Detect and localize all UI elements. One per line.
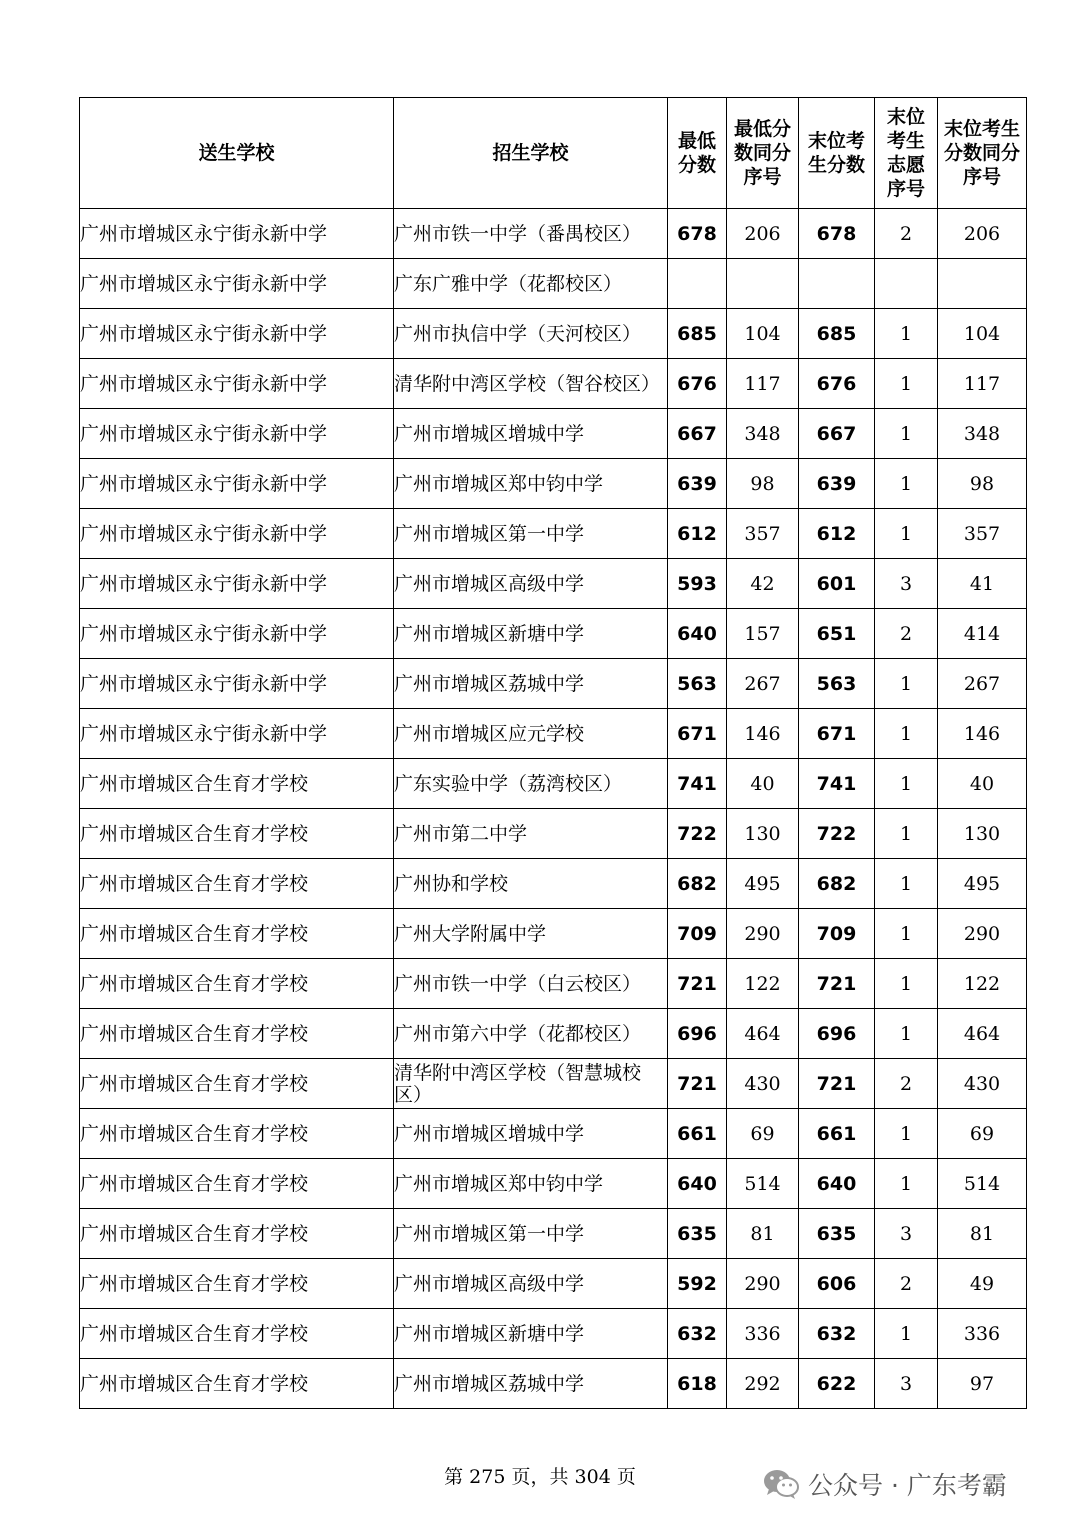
admitting-school-cell: 广州市增城区高级中学 — [394, 1259, 668, 1309]
last-rank-cell — [938, 259, 1027, 309]
last-rank-cell: 41 — [938, 559, 1027, 609]
min-score-cell: 618 — [668, 1359, 727, 1409]
sending-school-cell: 广州市增城区合生育才学校 — [80, 1159, 394, 1209]
last-rank-cell: 130 — [938, 809, 1027, 859]
sending-school-cell: 广州市增城区永宁街永新中学 — [80, 259, 394, 309]
admitting-school-cell: 广东广雅中学（花都校区） — [394, 259, 668, 309]
admitting-school-cell: 广州市增城区第一中学 — [394, 1209, 668, 1259]
last-rank-cell: 495 — [938, 859, 1027, 909]
last-score-cell: 682 — [799, 859, 875, 909]
last-choice-cell: 1 — [875, 509, 938, 559]
last-rank-cell: 98 — [938, 459, 1027, 509]
sending-school-cell: 广州市增城区合生育才学校 — [80, 1309, 394, 1359]
min-score-rank-cell: 290 — [727, 909, 799, 959]
table-row — [80, 309, 1027, 359]
header-last-score: 末位考生分数 — [799, 98, 875, 209]
min-score-cell: 661 — [668, 1109, 727, 1159]
min-score-rank-cell: 292 — [727, 1359, 799, 1409]
min-score-cell: 709 — [668, 909, 727, 959]
last-choice-cell — [875, 259, 938, 309]
min-score-rank-cell: 81 — [727, 1209, 799, 1259]
last-rank-cell: 336 — [938, 1309, 1027, 1359]
table-row — [80, 609, 1027, 659]
header-last-rank: 末位考生分数同分序号 — [938, 98, 1027, 209]
min-score-rank-cell: 514 — [727, 1159, 799, 1209]
table-row — [80, 1209, 1027, 1259]
sending-school-cell: 广州市增城区合生育才学校 — [80, 959, 394, 1009]
last-score-cell: 667 — [799, 409, 875, 459]
table-row — [80, 1159, 1027, 1209]
last-score-cell: 601 — [799, 559, 875, 609]
last-rank-cell: 357 — [938, 509, 1027, 559]
min-score-rank-cell: 336 — [727, 1309, 799, 1359]
table-row — [80, 259, 1027, 309]
min-score-cell: 639 — [668, 459, 727, 509]
last-choice-cell: 2 — [875, 209, 938, 259]
watermark — [762, 1466, 1007, 1502]
last-choice-cell: 2 — [875, 1259, 938, 1309]
last-rank-cell: 290 — [938, 909, 1027, 959]
last-rank-cell: 267 — [938, 659, 1027, 709]
last-rank-cell: 40 — [938, 759, 1027, 809]
admitting-school-cell: 广东实验中学（荔湾校区） — [394, 759, 668, 809]
table-row — [80, 1109, 1027, 1159]
last-choice-cell: 1 — [875, 659, 938, 709]
table-row — [80, 759, 1027, 809]
admitting-school-cell: 广州市增城区郑中钧中学 — [394, 1159, 668, 1209]
sending-school-cell: 广州市增城区合生育才学校 — [80, 809, 394, 859]
last-rank-cell: 514 — [938, 1159, 1027, 1209]
min-score-rank-cell: 206 — [727, 209, 799, 259]
header-last-choice: 末位考生志愿序号 — [875, 98, 938, 209]
last-score-cell: 721 — [799, 1059, 875, 1109]
table-body — [80, 209, 1027, 1409]
admitting-school-cell: 广州协和学校 — [394, 859, 668, 909]
table-row — [80, 909, 1027, 959]
last-choice-cell: 1 — [875, 1309, 938, 1359]
last-score-cell: 722 — [799, 809, 875, 859]
admitting-school-cell: 广州市增城区增城中学 — [394, 409, 668, 459]
table-row — [80, 209, 1027, 259]
last-choice-cell: 1 — [875, 959, 938, 1009]
min-score-cell: 632 — [668, 1309, 727, 1359]
last-choice-cell: 1 — [875, 1109, 938, 1159]
last-choice-cell: 3 — [875, 1209, 938, 1259]
table-row — [80, 409, 1027, 459]
table-row — [80, 559, 1027, 609]
last-score-cell: 639 — [799, 459, 875, 509]
sending-school-cell: 广州市增城区永宁街永新中学 — [80, 409, 394, 459]
min-score-cell: 696 — [668, 1009, 727, 1059]
admitting-school-cell: 广州市增城区增城中学 — [394, 1109, 668, 1159]
min-score-rank-cell: 117 — [727, 359, 799, 409]
min-score-rank-cell: 495 — [727, 859, 799, 909]
min-score-cell: 635 — [668, 1209, 727, 1259]
min-score-cell: 563 — [668, 659, 727, 709]
table-row — [80, 809, 1027, 859]
sending-school-cell: 广州市增城区永宁街永新中学 — [80, 659, 394, 709]
last-score-cell: 640 — [799, 1159, 875, 1209]
watermark-text: 公众号 · 广东考霸 — [808, 1471, 1007, 1500]
admitting-school-cell: 广州市第二中学 — [394, 809, 668, 859]
last-choice-cell: 1 — [875, 359, 938, 409]
last-rank-cell: 348 — [938, 409, 1027, 459]
page-number: 第 275 页，共 304 页 — [444, 1466, 636, 1488]
last-choice-cell: 1 — [875, 909, 938, 959]
last-rank-cell: 146 — [938, 709, 1027, 759]
header-min-score-rank: 最低分数同分序号 — [727, 98, 799, 209]
min-score-cell: 721 — [668, 1059, 727, 1109]
sending-school-cell: 广州市增城区合生育才学校 — [80, 909, 394, 959]
table-row — [80, 709, 1027, 759]
last-score-cell: 671 — [799, 709, 875, 759]
last-choice-cell: 1 — [875, 459, 938, 509]
min-score-cell: 678 — [668, 209, 727, 259]
wechat-icon — [762, 1468, 800, 1500]
min-score-cell: 593 — [668, 559, 727, 609]
min-score-rank-cell: 357 — [727, 509, 799, 559]
last-score-cell: 661 — [799, 1109, 875, 1159]
last-choice-cell: 3 — [875, 1359, 938, 1409]
min-score-rank-cell: 430 — [727, 1059, 799, 1109]
min-score-cell: 741 — [668, 759, 727, 809]
min-score-rank-cell — [727, 259, 799, 309]
header-admitting-school: 招生学校 — [394, 98, 668, 209]
sending-school-cell: 广州市增城区合生育才学校 — [80, 1059, 394, 1109]
admitting-school-cell: 广州市增城区新塘中学 — [394, 1309, 668, 1359]
last-choice-cell: 1 — [875, 759, 938, 809]
sending-school-cell: 广州市增城区永宁街永新中学 — [80, 459, 394, 509]
header-min-score: 最低分数 — [668, 98, 727, 209]
min-score-cell — [668, 259, 727, 309]
sending-school-cell: 广州市增城区合生育才学校 — [80, 1359, 394, 1409]
sending-school-cell: 广州市增城区合生育才学校 — [80, 1209, 394, 1259]
admitting-school-cell: 广州市增城区高级中学 — [394, 559, 668, 609]
admitting-school-cell: 广州市铁一中学（番禺校区） — [394, 209, 668, 259]
table-row — [80, 509, 1027, 559]
last-score-cell: 632 — [799, 1309, 875, 1359]
admitting-school-cell: 广州市增城区荔城中学 — [394, 659, 668, 709]
sending-school-cell: 广州市增城区永宁街永新中学 — [80, 209, 394, 259]
last-choice-cell: 1 — [875, 709, 938, 759]
admitting-school-cell: 广州市增城区第一中学 — [394, 509, 668, 559]
table-row — [80, 959, 1027, 1009]
sending-school-cell: 广州市增城区合生育才学校 — [80, 859, 394, 909]
min-score-rank-cell: 267 — [727, 659, 799, 709]
admitting-school-cell: 广州市增城区荔城中学 — [394, 1359, 668, 1409]
last-rank-cell: 49 — [938, 1259, 1027, 1309]
last-rank-cell: 69 — [938, 1109, 1027, 1159]
sending-school-cell: 广州市增城区合生育才学校 — [80, 759, 394, 809]
table-row — [80, 659, 1027, 709]
last-rank-cell: 430 — [938, 1059, 1027, 1109]
last-score-cell: 622 — [799, 1359, 875, 1409]
min-score-rank-cell: 69 — [727, 1109, 799, 1159]
min-score-cell: 682 — [668, 859, 727, 909]
last-rank-cell: 414 — [938, 609, 1027, 659]
min-score-rank-cell: 104 — [727, 309, 799, 359]
admitting-school-cell: 广州市增城区新塘中学 — [394, 609, 668, 659]
header-sending-school: 送生学校 — [80, 98, 394, 209]
min-score-cell: 640 — [668, 609, 727, 659]
last-score-cell: 612 — [799, 509, 875, 559]
last-choice-cell: 1 — [875, 1159, 938, 1209]
sending-school-cell: 广州市增城区永宁街永新中学 — [80, 509, 394, 559]
last-score-cell: 635 — [799, 1209, 875, 1259]
table-row — [80, 359, 1027, 409]
last-rank-cell: 104 — [938, 309, 1027, 359]
min-score-cell: 676 — [668, 359, 727, 409]
sending-school-cell: 广州市增城区永宁街永新中学 — [80, 609, 394, 659]
last-score-cell: 606 — [799, 1259, 875, 1309]
last-choice-cell: 2 — [875, 1059, 938, 1109]
min-score-rank-cell: 98 — [727, 459, 799, 509]
table-header-row — [80, 98, 1027, 209]
last-choice-cell: 1 — [875, 809, 938, 859]
last-score-cell — [799, 259, 875, 309]
admitting-school-cell: 广州市第六中学（花都校区） — [394, 1009, 668, 1059]
sending-school-cell: 广州市增城区永宁街永新中学 — [80, 359, 394, 409]
last-rank-cell: 81 — [938, 1209, 1027, 1259]
last-score-cell: 651 — [799, 609, 875, 659]
last-rank-cell: 117 — [938, 359, 1027, 409]
min-score-rank-cell: 290 — [727, 1259, 799, 1309]
admitting-school-cell: 广州市铁一中学（白云校区） — [394, 959, 668, 1009]
sending-school-cell: 广州市增城区永宁街永新中学 — [80, 709, 394, 759]
last-choice-cell: 1 — [875, 859, 938, 909]
sending-school-cell: 广州市增城区合生育才学校 — [80, 1109, 394, 1159]
last-score-cell: 676 — [799, 359, 875, 409]
min-score-cell: 671 — [668, 709, 727, 759]
last-choice-cell: 1 — [875, 309, 938, 359]
min-score-rank-cell: 122 — [727, 959, 799, 1009]
table-row — [80, 1259, 1027, 1309]
admitting-school-cell: 清华附中湾区学校（智慧城校区） — [394, 1059, 668, 1109]
admitting-school-cell: 广州市增城区应元学校 — [394, 709, 668, 759]
last-choice-cell: 1 — [875, 1009, 938, 1059]
min-score-rank-cell: 42 — [727, 559, 799, 609]
sending-school-cell: 广州市增城区永宁街永新中学 — [80, 559, 394, 609]
table-row — [80, 1359, 1027, 1409]
last-score-cell: 678 — [799, 209, 875, 259]
min-score-rank-cell: 130 — [727, 809, 799, 859]
min-score-cell: 667 — [668, 409, 727, 459]
table-row — [80, 859, 1027, 909]
last-choice-cell: 3 — [875, 559, 938, 609]
table-row — [80, 459, 1027, 509]
last-score-cell: 563 — [799, 659, 875, 709]
last-score-cell: 685 — [799, 309, 875, 359]
last-choice-cell: 1 — [875, 409, 938, 459]
min-score-rank-cell: 464 — [727, 1009, 799, 1059]
admitting-school-cell: 广州大学附属中学 — [394, 909, 668, 959]
sending-school-cell: 广州市增城区合生育才学校 — [80, 1009, 394, 1059]
min-score-rank-cell: 146 — [727, 709, 799, 759]
last-rank-cell: 206 — [938, 209, 1027, 259]
min-score-cell: 722 — [668, 809, 727, 859]
min-score-rank-cell: 40 — [727, 759, 799, 809]
last-choice-cell: 2 — [875, 609, 938, 659]
min-score-cell: 721 — [668, 959, 727, 1009]
min-score-cell: 640 — [668, 1159, 727, 1209]
min-score-cell: 685 — [668, 309, 727, 359]
last-rank-cell: 464 — [938, 1009, 1027, 1059]
min-score-cell: 592 — [668, 1259, 727, 1309]
admitting-school-cell: 广州市增城区郑中钧中学 — [394, 459, 668, 509]
table-row — [80, 1009, 1027, 1059]
last-score-cell: 741 — [799, 759, 875, 809]
table-row — [80, 1059, 1027, 1109]
score-table — [79, 97, 1027, 1409]
admitting-school-cell: 广州市执信中学（天河校区） — [394, 309, 668, 359]
last-score-cell: 709 — [799, 909, 875, 959]
last-rank-cell: 122 — [938, 959, 1027, 1009]
sending-school-cell: 广州市增城区合生育才学校 — [80, 1259, 394, 1309]
last-score-cell: 721 — [799, 959, 875, 1009]
sending-school-cell: 广州市增城区永宁街永新中学 — [80, 309, 394, 359]
min-score-rank-cell: 348 — [727, 409, 799, 459]
min-score-rank-cell: 157 — [727, 609, 799, 659]
last-rank-cell: 97 — [938, 1359, 1027, 1409]
table-row — [80, 1309, 1027, 1359]
admitting-school-cell: 清华附中湾区学校（智谷校区） — [394, 359, 668, 409]
last-score-cell: 696 — [799, 1009, 875, 1059]
min-score-cell: 612 — [668, 509, 727, 559]
